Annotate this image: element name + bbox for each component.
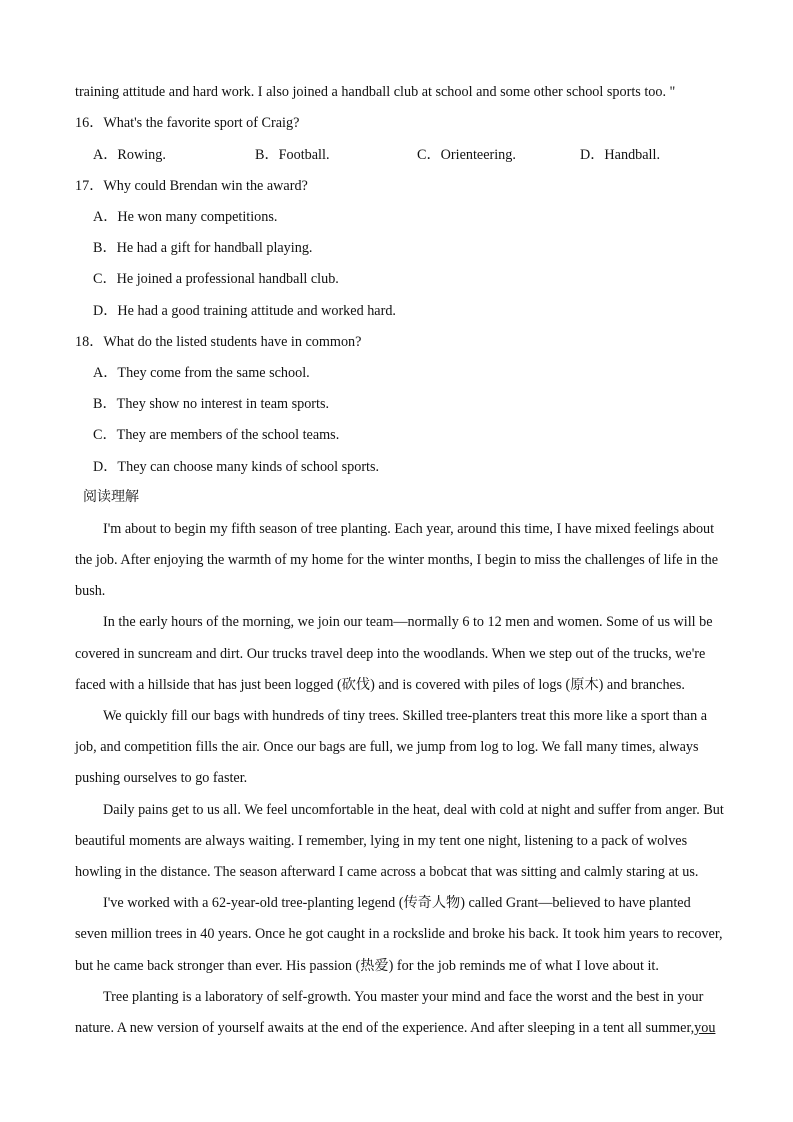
question-17-option-b: B．He had a gift for handball playing.: [93, 240, 313, 256]
passage-line: beautiful moments are always waiting. I remember, lying in my tent one night, listening to a pack of wolves: [75, 833, 688, 849]
intro-tail-text: training attitude and hard work. I also joined a handball club at school and some other school sports too. ": [75, 84, 676, 100]
question-18-option-a: A．They come from the same school.: [93, 365, 310, 381]
passage-line: Tree planting is a laboratory of self-growth. You master your mind and face the worst and the best in your: [103, 989, 704, 1005]
question-18-stem: 18．What do the listed students have in common?: [75, 334, 362, 350]
question-17-stem: 17．Why could Brendan win the award?: [75, 178, 308, 194]
section-title: 阅读理解: [83, 489, 139, 505]
passage-line: In the early hours of the morning, we join our team—normally 6 to 12 men and women. Some of us will be: [103, 614, 713, 630]
passage-line: I've worked with a 62-year-old tree-planting legend (传奇人物) called Grant—believed to have planted: [103, 895, 691, 911]
passage-line: We quickly fill our bags with hundreds of tiny trees. Skilled tree-planters treat this more like a sport than a: [103, 708, 708, 724]
passage-line: I'm about to begin my fifth season of tree planting. Each year, around this time, I have mixed feelings about: [103, 521, 715, 537]
passage-line: covered in suncream and dirt. Our trucks travel deep into the woodlands. When we step out of the trucks, we're: [75, 646, 706, 662]
passage-line: job, and competition fills the air. Once our bags are full, we jump from log to log. We fall many times, always: [75, 739, 699, 755]
question-16-stem: 16．What's the favorite sport of Craig?: [75, 115, 300, 131]
question-16-option-b: B．Football.: [255, 147, 330, 163]
passage-line: faced with a hillside that has just been logged (砍伐) and is covered with piles of logs (原木) and branches.: [75, 677, 685, 693]
passage-line: howling in the distance. The season afterward I came across a bobcat that was sitting and calmly staring at us.: [75, 864, 699, 880]
question-17-option-a: A．He won many competitions.: [93, 209, 278, 225]
passage-line: bush.: [75, 583, 106, 599]
passage-line: Daily pains get to us all. We feel uncomfortable in the heat, deal with cold at night and suffer from anger. But: [103, 802, 724, 818]
question-16-option-a: A．Rowing.: [93, 147, 166, 163]
question-17-option-d: D．He had a good training attitude and worked hard.: [93, 303, 396, 319]
passage-last-line: [75, 1019, 715, 1037]
passage-line: the job. After enjoying the warmth of my home for the winter months, I begin to miss the challenges of life in the: [75, 552, 719, 568]
question-18-option-c: C．They are members of the school teams.: [93, 427, 340, 443]
question-16-option-d: D．Handball.: [580, 147, 660, 163]
question-18-option-b: B．They show no interest in team sports.: [93, 396, 330, 412]
passage-line: seven million trees in 40 years. Once he got caught in a rockslide and broke his back. It took him years to recover,: [75, 926, 723, 942]
underlined-word: you: [694, 1020, 716, 1036]
passage-line: but he came back stronger than ever. His passion (热爱) for the job reminds me of what I love about it.: [75, 958, 659, 974]
question-16-option-c: C．Orienteering.: [417, 147, 516, 163]
passage-line: pushing ourselves to go faster.: [75, 770, 248, 786]
question-17-option-c: C．He joined a professional handball club.: [93, 271, 339, 287]
passage-line: nature. A new version of yourself awaits at the end of the experience. And after sleeping in a tent all summer,: [75, 1020, 695, 1036]
question-18-option-d: D．They can choose many kinds of school sports.: [93, 459, 380, 475]
